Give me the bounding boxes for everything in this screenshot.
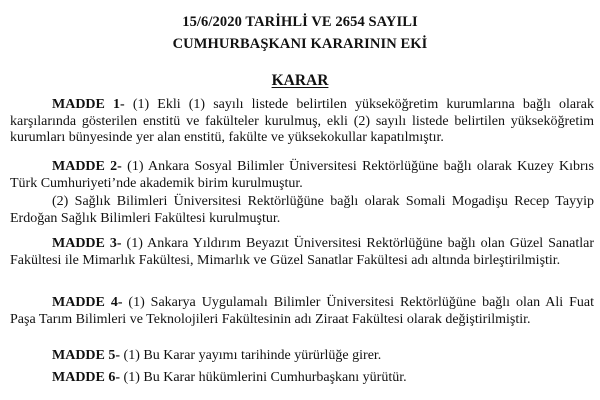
- article-3: [10, 236, 594, 269]
- article-2-paragraph-2: [10, 194, 594, 227]
- article-5: [10, 348, 594, 365]
- article-4-label: MADDE 4-: [52, 295, 123, 310]
- article-6-label: MADDE 6-: [52, 370, 121, 385]
- document-title-line-1: 15/6/2020 TARİHLİ VE 2654 SAYILI: [182, 14, 418, 30]
- article-2-label: MADDE 2-: [52, 159, 122, 174]
- article-5-label: MADDE 5-: [52, 348, 121, 363]
- article-1: [10, 97, 594, 147]
- article-4-text: (1) Sakarya Uygulamalı Bilimler Üniversitesi Rektörlüğüne bağlı olan Ali Fuat Paşa Tarım Bilimleri ve Teknolojileri Fakültesinin adı Ziraat Fakültesi olarak değiştirilmiştir.: [10, 295, 594, 327]
- document-title-line-2: CUMHURBAŞKANI KARARININ EKİ: [172, 36, 428, 52]
- article-2: [10, 159, 594, 192]
- article-6: [10, 370, 594, 387]
- article-2-text: (1) Ankara Sosyal Bilimler Üniversitesi Rektörlüğüne bağlı olarak Kuzey Kıbrıs Türk Cumhuriyeti’nde akademik birim kurulmuştur.: [10, 159, 595, 191]
- article-4: [10, 295, 594, 328]
- article-1-text: (1) Ekli (1) sayılı listede belirtilen yükseköğretim kurumlarına bağlı olarak karşılarında gösterilen enstitü ve fakülteler kurulmuş, ekli (2) sayılı listede belirtilen yükseköğretim kurumları bünyesinde yer alan enstitü, fakülte ve yüksekokullar kapatılmıştır.: [10, 97, 595, 145]
- article-3-label: MADDE 3-: [52, 236, 122, 251]
- article-5-text: (1) Bu Karar yayımı tarihinde yürürlüğe girer.: [120, 348, 382, 363]
- article-2-continuation: (2) Sağlık Bilimleri Üniversitesi Rektörlüğüne bağlı olarak Somali Mogadişu Recep Tayyip Erdoğan Sağlık Bilimleri Fakültesi kurulmuştur.: [10, 194, 594, 226]
- section-heading: [0, 72, 600, 90]
- karar-heading: KARAR: [271, 72, 329, 89]
- article-6-text: (1) Bu Karar hükümlerini Cumhurbaşkanı yürütür.: [120, 370, 407, 385]
- article-3-text: (1) Ankara Yıldırım Beyazıt Üniversitesi Rektörlüğüne bağlı olan Güzel Sanatlar Fakültesi ile Mimarlık Fakültesi, Mimarlık ve Güzel Sanatlar Fakültesi adı altında birleştirilmiştir.: [10, 236, 595, 268]
- article-1-label: MADDE 1-: [52, 97, 125, 112]
